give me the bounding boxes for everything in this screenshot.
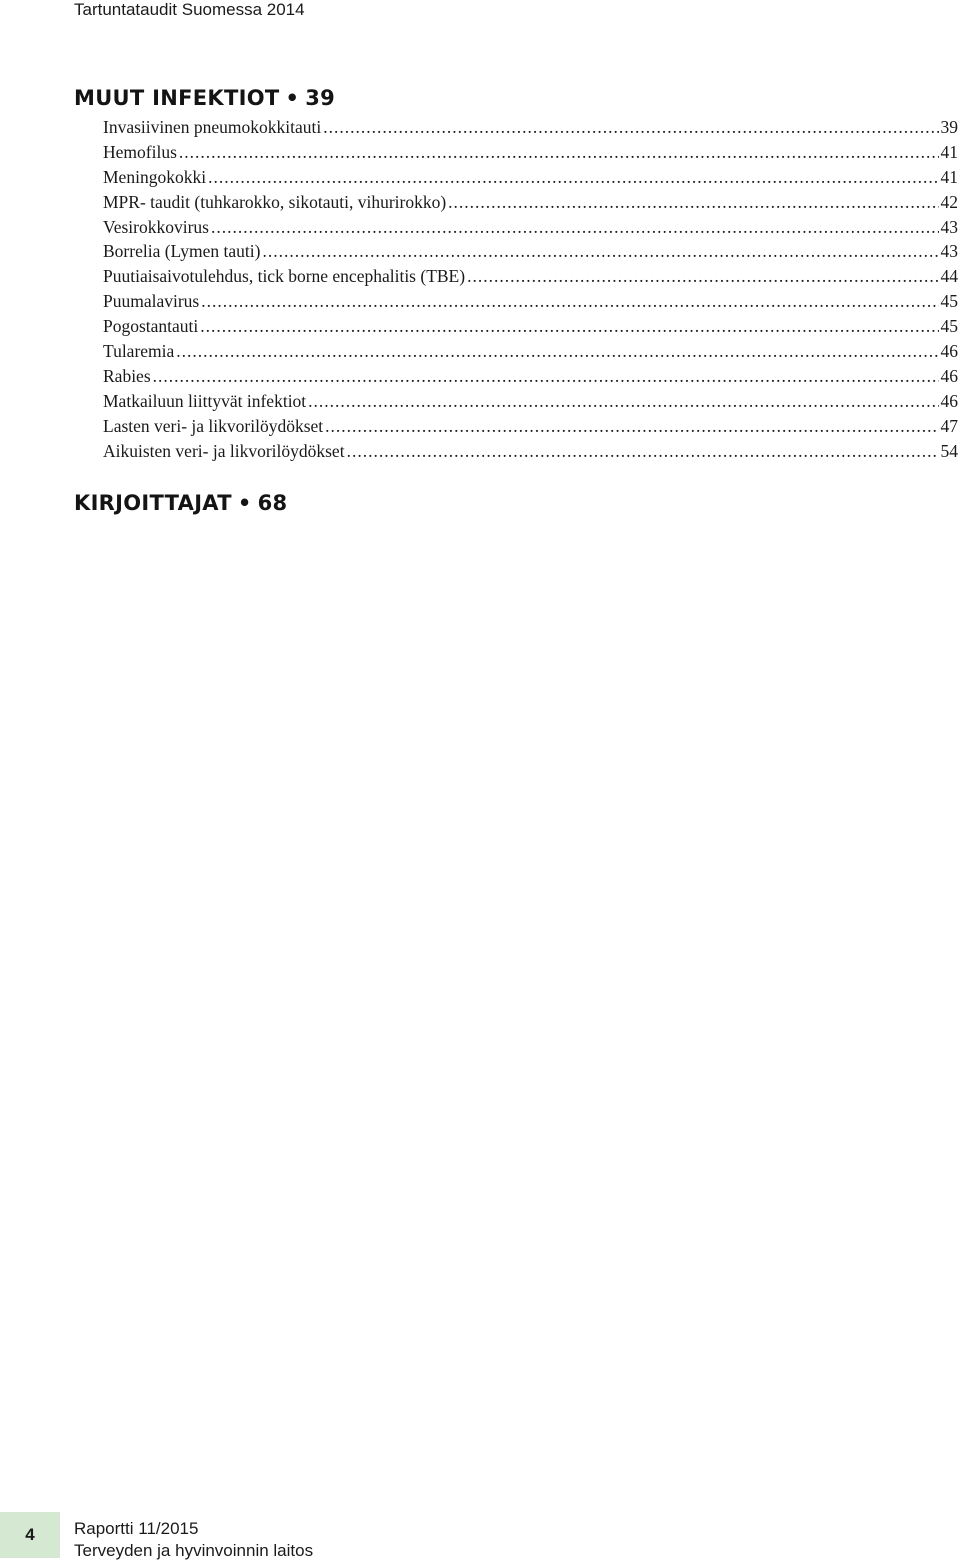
toc-dot-leader: [448, 192, 938, 213]
toc-entry[interactable]: [103, 266, 958, 291]
section-heading-kirjoittajat: [74, 490, 287, 516]
toc-entry[interactable]: [103, 316, 958, 341]
section-heading-muut-infektiot: [74, 85, 335, 111]
toc-entry-title: Invasiivinen pneumokokkitauti: [103, 117, 322, 137]
page-number-box: [0, 1512, 60, 1558]
toc-entry[interactable]: [103, 117, 958, 142]
toc-dot-leader: [325, 416, 938, 437]
toc-entry-page: 39: [940, 117, 958, 137]
footer: [74, 1518, 313, 1562]
section-title: KIRJOITTAJAT: [74, 491, 232, 515]
toc-entry-title: Aikuisten veri- ja likvorilöydökset: [103, 440, 345, 461]
section-bullet: •: [285, 86, 300, 110]
toc-entry-page: 44: [940, 266, 958, 287]
toc-entry-page: 46: [940, 365, 958, 386]
toc-entry-page: 54: [940, 440, 958, 461]
toc-dot-leader: [179, 142, 939, 163]
toc-entry[interactable]: [103, 341, 958, 366]
toc-entry-page: 43: [940, 216, 958, 237]
toc-entry-page: 46: [940, 390, 958, 411]
section-bullet: •: [237, 491, 252, 515]
table-of-contents: [103, 117, 958, 465]
toc-entry-page: 47: [940, 415, 958, 436]
toc-entry[interactable]: [103, 241, 958, 266]
toc-dot-leader: [467, 266, 938, 287]
toc-entry-page: 45: [940, 316, 958, 337]
toc-entry[interactable]: [103, 391, 958, 416]
toc-entry-page: 41: [940, 141, 958, 162]
toc-entry-title: Matkailuun liittyvät infektiot: [103, 390, 307, 411]
toc-entry-title: MPR- taudit (tuhkarokko, sikotauti, vihurirokko): [103, 191, 447, 212]
toc-dot-leader: [176, 341, 938, 362]
toc-entry-title: Pogostantauti: [103, 316, 199, 337]
toc-dot-leader: [211, 217, 939, 238]
toc-entry-title: Rabies: [103, 365, 151, 386]
running-header: Tartuntataudit Suomessa 2014: [74, 0, 305, 19]
toc-entry-title: Lasten veri- ja likvorilöydökset: [103, 415, 324, 436]
section-page: 68: [257, 491, 288, 515]
toc-entry-page: 43: [940, 241, 958, 262]
toc-entry[interactable]: [103, 192, 958, 217]
toc-entry-page: 46: [940, 341, 958, 362]
toc-entry[interactable]: [103, 416, 958, 441]
toc-entry[interactable]: [103, 217, 958, 242]
page-number: 4: [25, 1525, 35, 1544]
toc-dot-leader: [347, 441, 939, 462]
toc-entry-page: 45: [940, 291, 958, 312]
toc-entry-title: Meningokokki: [103, 166, 207, 187]
footer-report: Raportti 11/2015: [74, 1519, 199, 1538]
toc-entry-page: 42: [940, 191, 958, 212]
toc-dot-leader: [153, 366, 939, 387]
toc-dot-leader: [323, 117, 938, 138]
footer-publisher: Terveyden ja hyvinvoinnin laitos: [74, 1541, 314, 1560]
toc-entry-title: Borrelia (Lymen tauti): [103, 241, 261, 262]
toc-entry-title: Vesirokkovirus: [103, 216, 209, 237]
toc-entry-title: Tularemia: [103, 341, 175, 362]
toc-dot-leader: [208, 167, 938, 188]
toc-entry-title: Puumalavirus: [103, 291, 200, 312]
toc-entry[interactable]: [103, 142, 958, 167]
toc-entry-title: Puutiaisaivotulehdus, tick borne encephalitis (TBE): [103, 266, 466, 287]
toc-dot-leader: [201, 291, 938, 312]
toc-dot-leader: [308, 391, 938, 412]
toc-entry[interactable]: [103, 167, 958, 192]
section-title: MUUT INFEKTIOT: [74, 86, 280, 110]
toc-entry-title: Hemofilus: [103, 141, 177, 162]
toc-dot-leader: [262, 241, 938, 262]
toc-entry[interactable]: [103, 291, 958, 316]
toc-entry-page: 41: [940, 166, 958, 187]
section-page: 39: [305, 86, 336, 110]
toc-entry[interactable]: [103, 366, 958, 391]
toc-dot-leader: [200, 316, 938, 337]
toc-entry[interactable]: [103, 441, 958, 466]
